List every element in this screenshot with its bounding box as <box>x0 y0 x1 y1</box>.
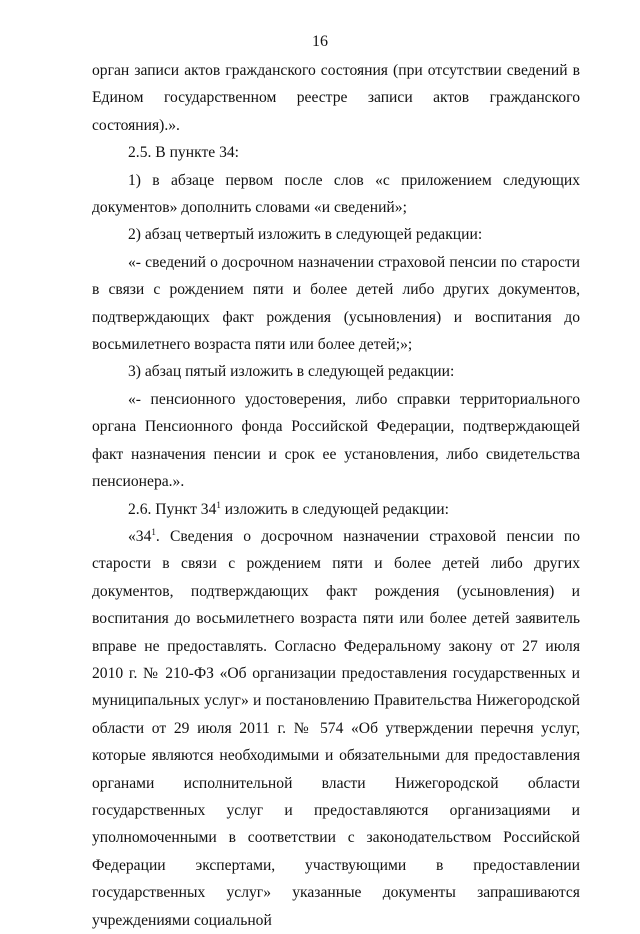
quote-3-text-end: . Сведения о досрочном назначении страховой пенсии по старости в связи с рождением пяти и более детей либо других документов, подтверждающих факт рождения (усыновления) и воспитания до восьмилетнего возраста пяти или более детей заявитель вправе не предоставлять. Согласно Федеральному закону от 27 июля 2010 г. № 210-ФЗ «Об организации предоставления государственных и муниципальных услуг» и постановлению Правительства Нижегородской области от 29 июля 2011 г. № 574 «Об утверждении перечня услуг, которые являются необходимыми и обязательными для предоставления органами исполнительной власти Нижегородской области государственных услуг и предоставляются организациями и уполномоченными в соответствии с законодательством Российской Федерации экспертами, участвующими в предоставлении государственных услуг» указанные документы запрашиваются учреждениями социальной <box>92 527 580 929</box>
paragraph-subitem-3: 3) абзац пятый изложить в следующей редакции: <box>128 363 455 381</box>
paragraph-item-2-6 <box>92 496 580 523</box>
paragraph-subitem-2: 2) абзац четвертый изложить в следующей редакции: <box>128 226 483 244</box>
quote-3-superscript: 1 <box>151 526 156 537</box>
paragraph-item-2-5: 2.5. В пункте 34: <box>128 144 240 162</box>
quote-3-text-start: «34 <box>128 527 152 545</box>
paragraph-quote-3 <box>92 523 580 934</box>
item-2-6-superscript: 1 <box>216 499 221 510</box>
item-2-6-text-start: 2.6. Пункт 34 <box>128 500 217 518</box>
paragraph-quote-2: «- пенсионного удостоверения, либо справки территориального органа Пенсионного фонда Российской Федерации, подтверждающей факт назначения пенсии и срок ее установления, либо свидетельства пенсионера.». <box>92 390 580 491</box>
paragraph-subitem-1: 1) в абзаце первом после слов «с приложением следующих документов» дополнить словами «и сведений»; <box>92 171 580 217</box>
item-2-6-text-end: изложить в следующей редакции: <box>220 500 449 518</box>
document-body <box>92 57 580 934</box>
page-number: 16 <box>312 33 328 50</box>
paragraph-continuation: орган записи актов гражданского состояния (при отсутствии сведений в Едином государственном реестре записи актов гражданского состояния).». <box>92 62 580 134</box>
paragraph-quote-1: «- сведений о досрочном назначении страховой пенсии по старости в связи с рождением пяти и более детей либо других документов, подтверждающих факт рождения (усыновления) и воспитания до восьмилетнего возраста пяти или более детей;»; <box>92 253 580 354</box>
